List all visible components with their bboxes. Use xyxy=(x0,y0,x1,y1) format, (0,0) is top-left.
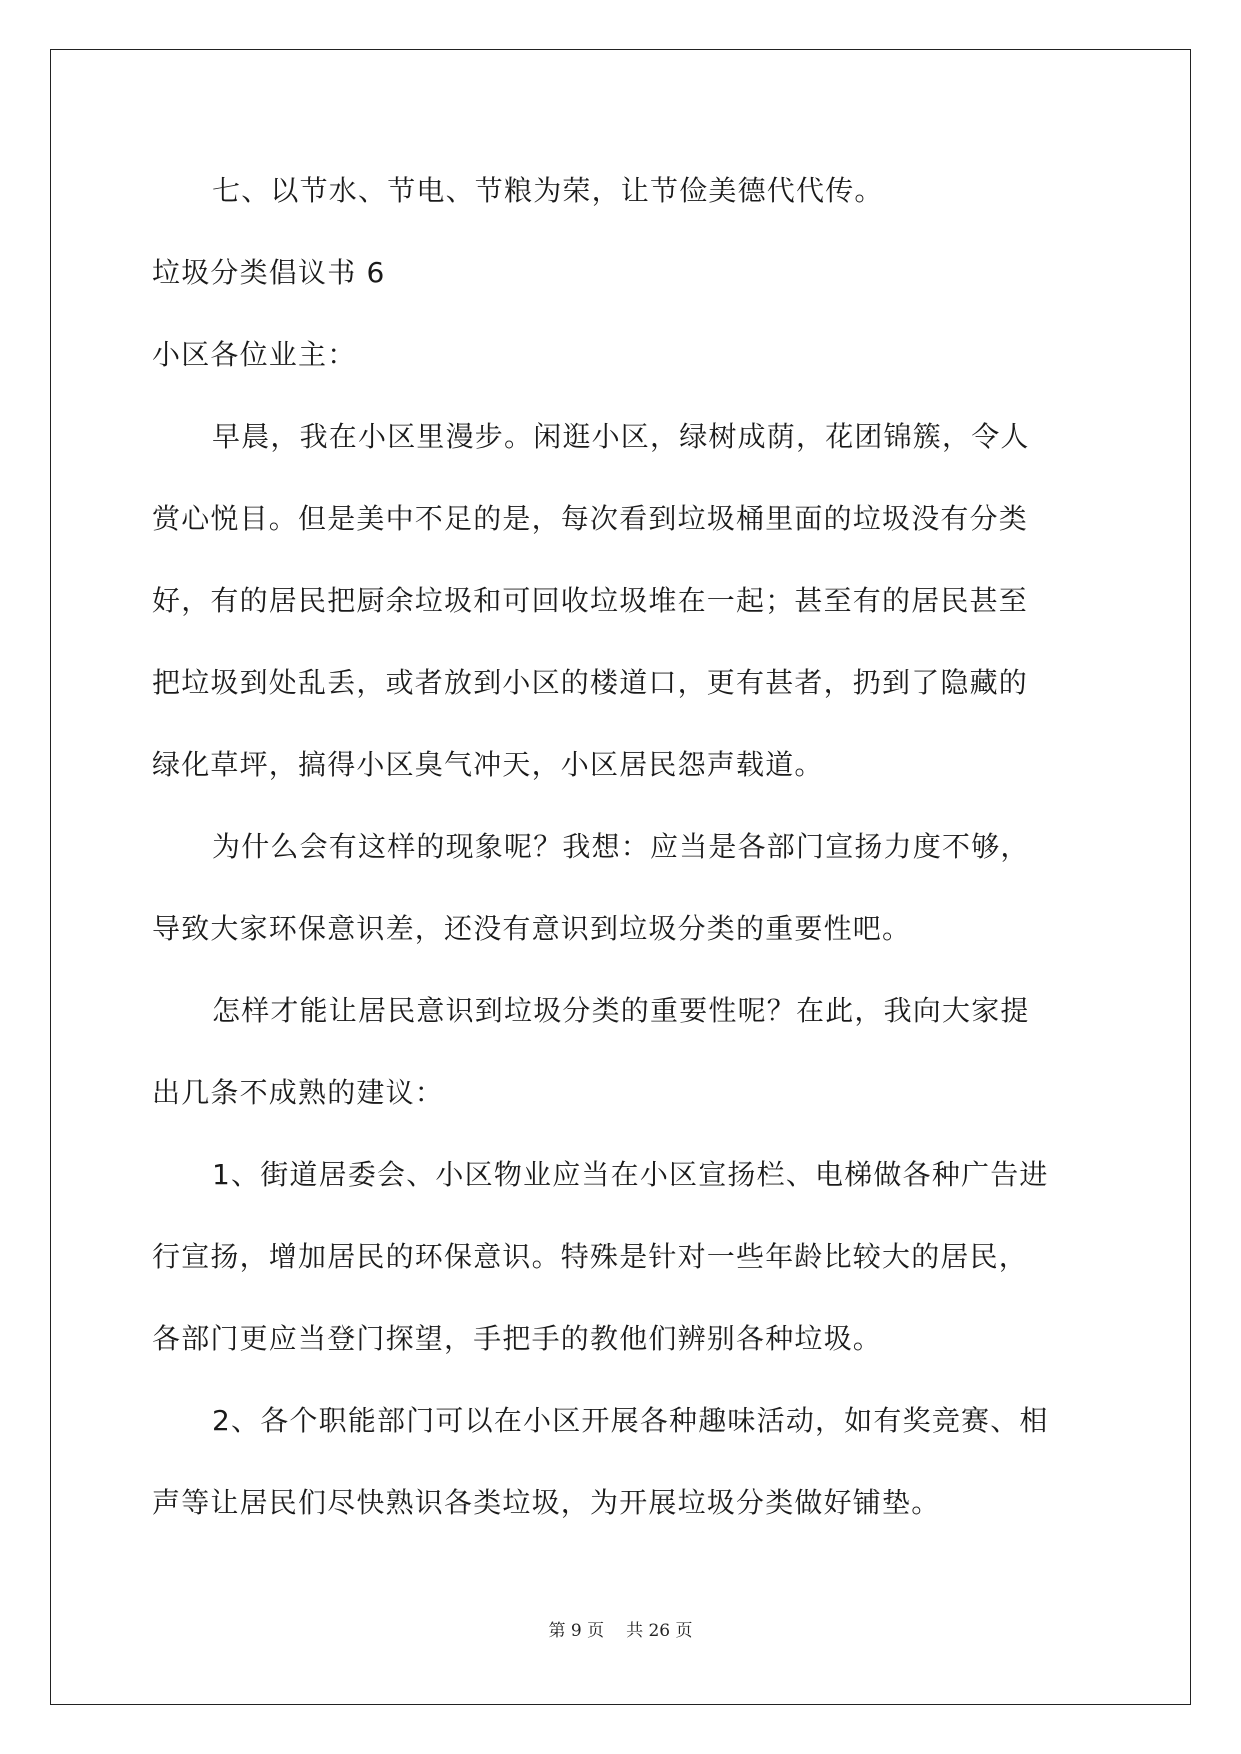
text-line: 为什么会有这样的现象呢？我想：应当是各部门宣扬力度不够， xyxy=(212,830,1030,863)
paragraph xyxy=(152,406,1092,816)
paragraph xyxy=(152,980,1092,1144)
page-number: 第 9 页 xyxy=(548,1621,605,1641)
text-line: 垃圾分类倡议书 6 xyxy=(152,256,386,289)
text-line: 怎样才能让居民意识到垃圾分类的重要性呢？在此，我向大家提 xyxy=(212,994,1030,1027)
paragraph xyxy=(152,242,1092,324)
text-line: 好，有的居民把厨余垃圾和可回收垃圾堆在一起；甚至有的居民甚至 xyxy=(152,584,1029,617)
text-line: 小区各位业主： xyxy=(152,338,357,371)
paragraph xyxy=(152,324,1092,406)
text-line: 声等让居民们尽快熟识各类垃圾，为开展垃圾分类做好铺垫。 xyxy=(152,1486,941,1519)
document-body xyxy=(152,160,1092,1554)
page-footer xyxy=(0,1616,1241,1641)
paragraph xyxy=(152,1144,1092,1390)
text-line: 导致大家环保意识差，还没有意识到垃圾分类的重要性吧。 xyxy=(152,912,912,945)
text-line: 七、以节水、节电、节粮为荣，让节俭美德代代传。 xyxy=(212,174,884,207)
paragraph xyxy=(152,1390,1092,1554)
text-line: 1、街道居委会、小区物业应当在小区宣扬栏、电梯做各种广告进 xyxy=(212,1158,1049,1191)
paragraph xyxy=(152,816,1092,980)
text-line: 早晨，我在小区里漫步。闲逛小区，绿树成荫，花团锦簇，令人 xyxy=(212,420,1030,453)
text-line: 赏心悦目。但是美中不足的是，每次看到垃圾桶里面的垃圾没有分类 xyxy=(152,502,1029,535)
text-line: 把垃圾到处乱丢，或者放到小区的楼道口，更有甚者，扔到了隐藏的 xyxy=(152,666,1029,699)
text-line: 行宣扬，增加居民的环保意识。特殊是针对一些年龄比较大的居民， xyxy=(152,1240,1029,1273)
page-total: 共 26 页 xyxy=(626,1621,693,1641)
paragraph xyxy=(152,160,1092,242)
text-line: 出几条不成熟的建议： xyxy=(152,1076,445,1109)
text-line: 绿化草坪，搞得小区臭气冲天，小区居民怨声载道。 xyxy=(152,748,824,781)
text-line: 各部门更应当登门探望，手把手的教他们辨别各种垃圾。 xyxy=(152,1322,883,1355)
text-line: 2、各个职能部门可以在小区开展各种趣味活动，如有奖竞赛、相 xyxy=(212,1404,1049,1437)
